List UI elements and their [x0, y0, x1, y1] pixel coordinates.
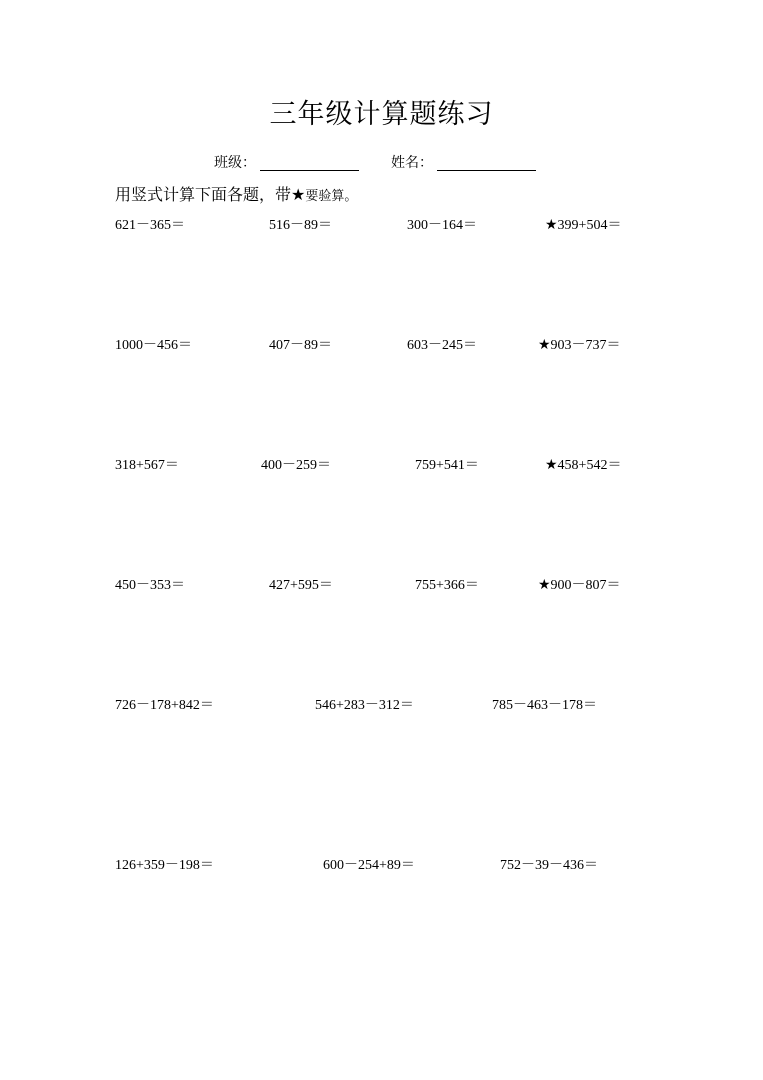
problem: 546+283－312＝ — [315, 698, 414, 713]
problem: 407－89＝ — [269, 338, 332, 353]
problem: 318+567＝ — [115, 458, 179, 473]
starred-problem: ★903－737＝ — [538, 338, 621, 353]
problem: 785－463－178＝ — [492, 698, 597, 713]
instruction-main: 用竖式计算下面各题，带★ — [115, 185, 306, 204]
problem: 621－365＝ — [115, 218, 185, 233]
problem: 400－259＝ — [261, 458, 331, 473]
name-label: 姓名： — [391, 155, 433, 171]
problem: 450－353＝ — [115, 578, 185, 593]
instruction — [115, 182, 357, 205]
problem: 427+595＝ — [269, 578, 333, 593]
problem: 759+541＝ — [415, 458, 479, 473]
name-blank-line — [437, 170, 536, 171]
problem: 726－178+842＝ — [115, 698, 214, 713]
problem: 126+359－198＝ — [115, 858, 214, 873]
problem: 516－89＝ — [269, 218, 332, 233]
class-blank-line — [260, 170, 359, 171]
class-label: 班级： — [214, 155, 256, 171]
problem: 600－254+89＝ — [323, 858, 415, 873]
problem: 300－164＝ — [407, 218, 477, 233]
starred-problem: ★458+542＝ — [545, 458, 622, 473]
problem: 603－245＝ — [407, 338, 477, 353]
page-title: 三年级计算题练习 — [269, 99, 494, 130]
starred-problem: ★399+504＝ — [545, 218, 622, 233]
instruction-tail: 要验算。 — [305, 189, 358, 204]
problem: 752－39－436＝ — [500, 858, 598, 873]
starred-problem: ★900－807＝ — [538, 578, 621, 593]
problem: 755+366＝ — [415, 578, 479, 593]
problem: 1000－456＝ — [115, 338, 192, 353]
